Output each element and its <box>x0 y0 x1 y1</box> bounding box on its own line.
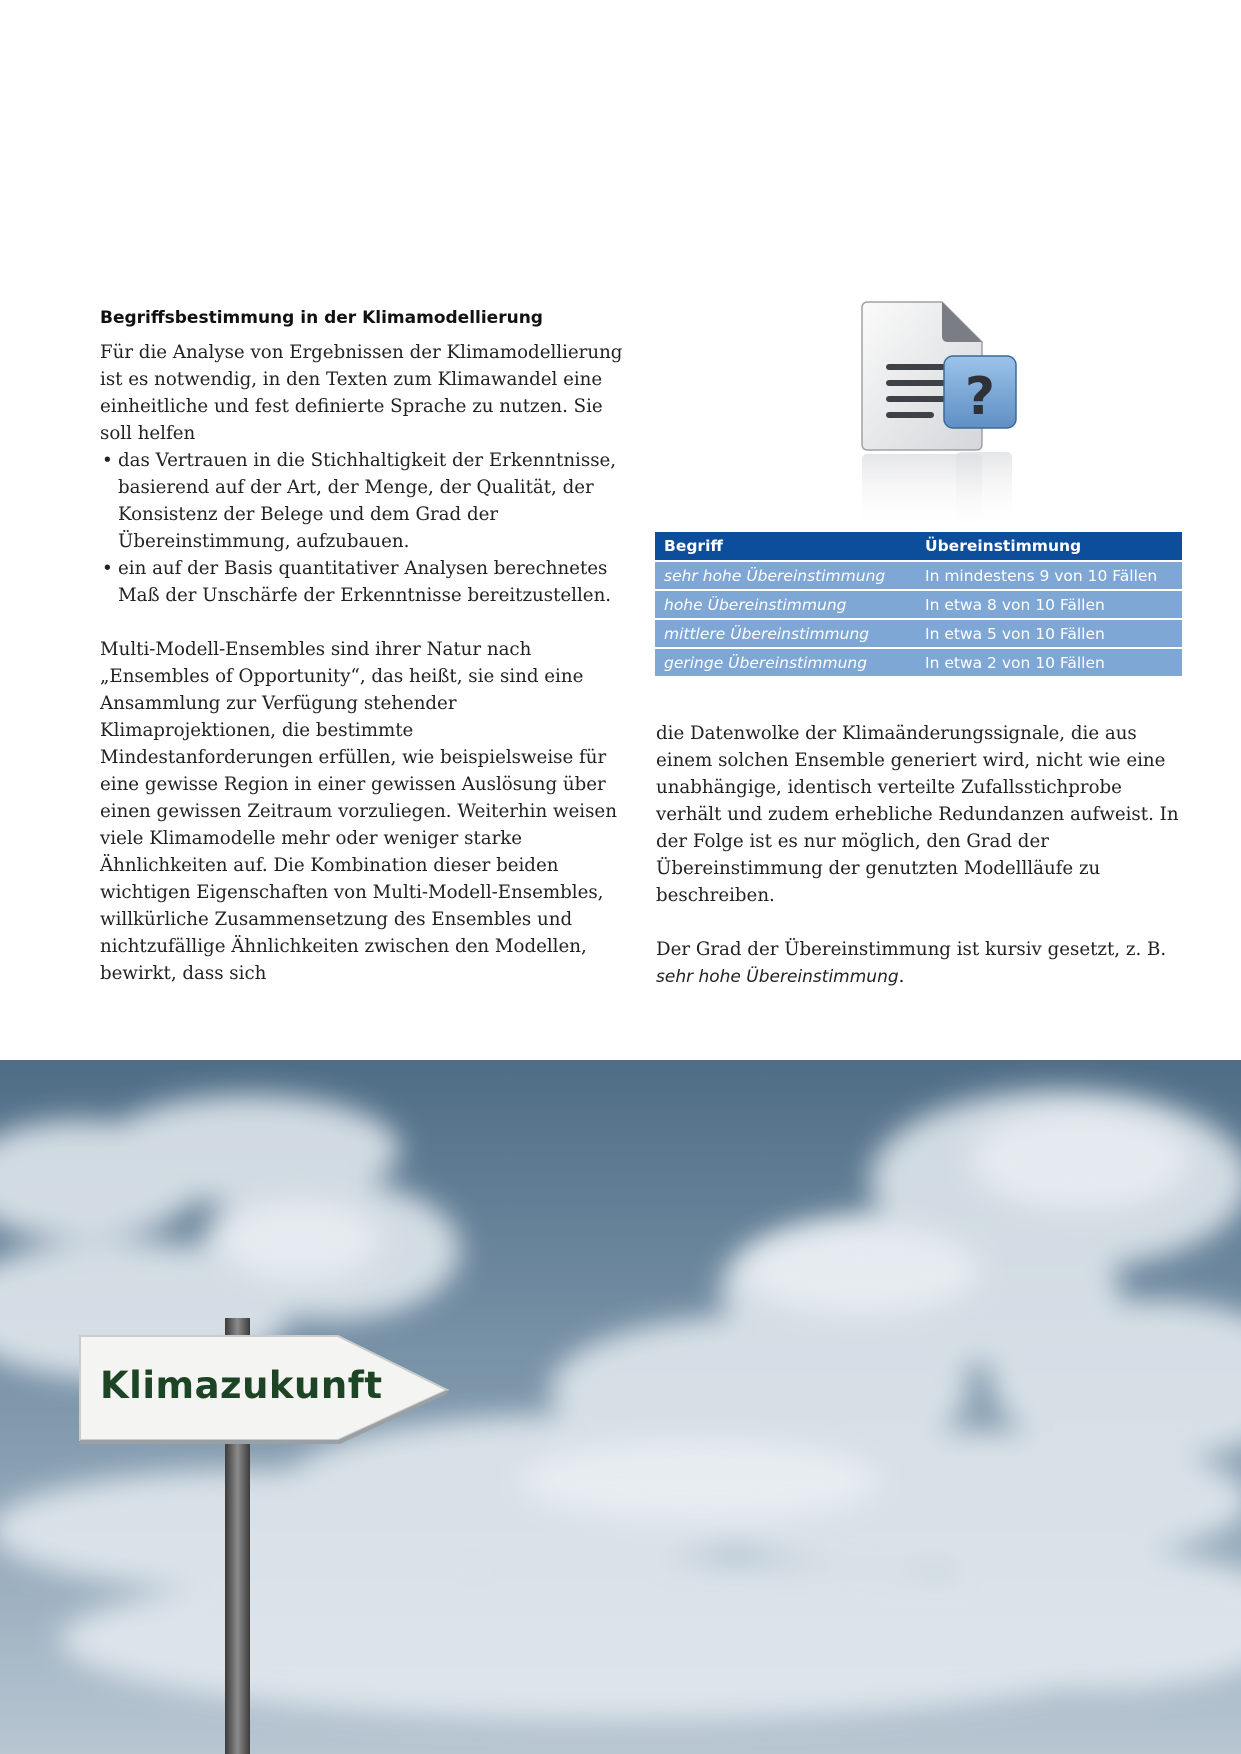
intro-paragraph: Für die Analyse von Ergebnissen der Klimamodellierung ist es notwendig, in den Texten zum Klimawandel eine einheitliche und fest definierte Sprache zu nutzen. Sie soll helfen <box>100 342 623 444</box>
sky-photo <box>0 1060 1241 1754</box>
bullet-item: • das Vertrauen in die Stichhaltigkeit der Erkenntnisse, basierend auf der Art, der Menge, der Qualität, der Konsistenz der Belege und dem Grad der Übereinstimmung, aufzubauen. <box>100 447 630 555</box>
table-row <box>655 591 1182 618</box>
term-cell: geringe Übereinstimmung <box>664 653 868 672</box>
note-prefix: Der Grad der Übereinstimmung ist kursiv gesetzt, z. B. <box>656 939 1167 960</box>
column-header: Übereinstimmung <box>925 537 1082 555</box>
table-row <box>655 562 1182 589</box>
column-header: Begriff <box>664 537 723 555</box>
right-column <box>656 720 1186 991</box>
datacloud-paragraph: die Datenwolke der Klimaänderungssignale, die aus einem solchen Ensemble generiert wird, nicht wie eine unabhängige, identisch verteilte Zufallsstichprobe verhält und zudem erhebliche Redundanzen aufweist. In der Folge ist es nur möglich, den Grad der Übereinstimmung der genutzten Modellläufe zu beschreiben. <box>656 723 1179 906</box>
term-cell: hohe Übereinstimmung <box>664 595 847 614</box>
section-heading: Begriffsbestimmung in der Klimamodellierung <box>100 308 543 328</box>
agreement-cell: In etwa 8 von 10 Fällen <box>925 595 1105 614</box>
note-suffix: . <box>898 966 905 987</box>
left-column <box>100 339 630 987</box>
ensemble-paragraph: Multi-Modell-Ensembles sind ihrer Natur nach „Ensembles of Opportunity“, das heißt, sie sind eine Ansammlung zur Verfügung stehender Klimaprojektionen, die bestimmte Mindestanforderungen erfüllen, wie beispielsweise für eine gewisse Region in einer gewissen Auslösung über einen gewissen Zeitraum vorzuliegen. Weiterhin weisen viele Klimamodelle mehr oder weniger starke Ähnlichkeiten auf. Die Kombination dieser beiden wichtigen Eigenschaften von Multi-Modell-Ensembles, willkürliche Zusammensetzung des Ensembles und nichtzufällige Ähnlichkeiten zwischen den Modellen, bewirkt, dass sich <box>100 639 617 984</box>
agreement-table <box>655 532 1182 678</box>
agreement-cell: In etwa 5 von 10 Fällen <box>925 624 1105 643</box>
agreement-cell: In mindestens 9 von 10 Fällen <box>925 566 1158 585</box>
note-italic-example: sehr hohe Übereinstimmung <box>656 967 899 987</box>
term-cell: sehr hohe Übereinstimmung <box>664 566 886 585</box>
svg-text:?: ? <box>964 367 996 427</box>
bullet-list <box>100 447 630 609</box>
italic-note-paragraph <box>656 936 1186 991</box>
document-question-icon <box>856 300 1022 530</box>
bullet-item: • ein auf der Basis quantitativer Analysen berechnetes Maß der Unschärfe der Erkenntnisse bereitzustellen. <box>100 555 630 609</box>
table-row <box>655 649 1182 676</box>
table-row <box>655 620 1182 647</box>
table-header-row <box>655 532 1182 560</box>
term-cell: mittlere Übereinstimmung <box>664 624 870 643</box>
agreement-cell: In etwa 2 von 10 Fällen <box>925 653 1105 672</box>
sign-label: Klimazukunft <box>100 1364 383 1407</box>
